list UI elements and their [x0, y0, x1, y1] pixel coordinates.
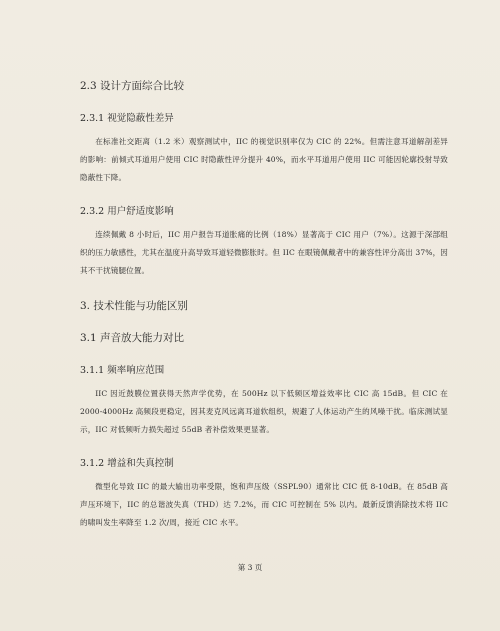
heading-2-3-1: 2.3.1 视觉隐蔽性差异 [80, 113, 174, 124]
paragraph-2-3-1: 在标准社交距离（1.2 米）观察测试中，IIC 的视觉识别率仅为 CIC 的 22%。但需注意耳道解剖差异的影响：前倾式耳道用户使用 CIC 时隐蔽性评分提升 40%，而水平耳道用户使用 IIC 可能因轮廓投射导致隐蔽性下降。 [80, 137, 448, 182]
heading-3-1-1: 3.1.1 频率响应范围 [80, 365, 165, 376]
heading-2-3: 2.3 设计方面综合比较 [80, 80, 185, 92]
heading-3-1: 3.1 声音放大能力对比 [80, 332, 185, 344]
heading-3: 3. 技术性能与功能区别 [80, 300, 188, 312]
paragraph-2-3-2: 连续佩戴 8 小时后，IIC 用户报告耳道胀痛的比例（18%）显著高于 CIC 用户（7%）。这源于深部组织的压力敏感性，尤其在温度升高导致耳道轻微膨胀时。但 IIC 在眼镜佩戴者中的兼容性评分高出 37%，因其不干扰镜腿位置。 [80, 230, 448, 275]
heading-3-1-2: 3.1.2 增益和失真控制 [80, 458, 174, 469]
page-number: 第 3 页 [237, 563, 263, 572]
paragraph-3-1-1: IIC 因近鼓膜位置获得天然声学优势，在 500Hz 以下低频区增益效率比 CIC 高 15dB。但 CIC 在 2000-4000Hz 高频段更稳定，因其麦克风远离耳道软组织，规避了人体运动产生的风噪干扰。临床测试显示，IIC 对低频听力损失超过 55dB 者补偿效果更显著。 [80, 389, 448, 434]
heading-2-3-2: 2.3.2 用户舒适度影响 [80, 206, 174, 217]
paragraph-3-1-2: 微型化导致 IIC 的最大输出功率受限，饱和声压级（SSPL90）通常比 CIC 低 8-10dB。在 85dB 高声压环境下，IIC 的总谐波失真（THD）达 7.2%，而 CIC 可控制在 5% 以内。最新反馈消除技术将 IIC 的啸叫发生率降至 1.2 次/周，接近 CIC 水平。 [80, 482, 448, 527]
